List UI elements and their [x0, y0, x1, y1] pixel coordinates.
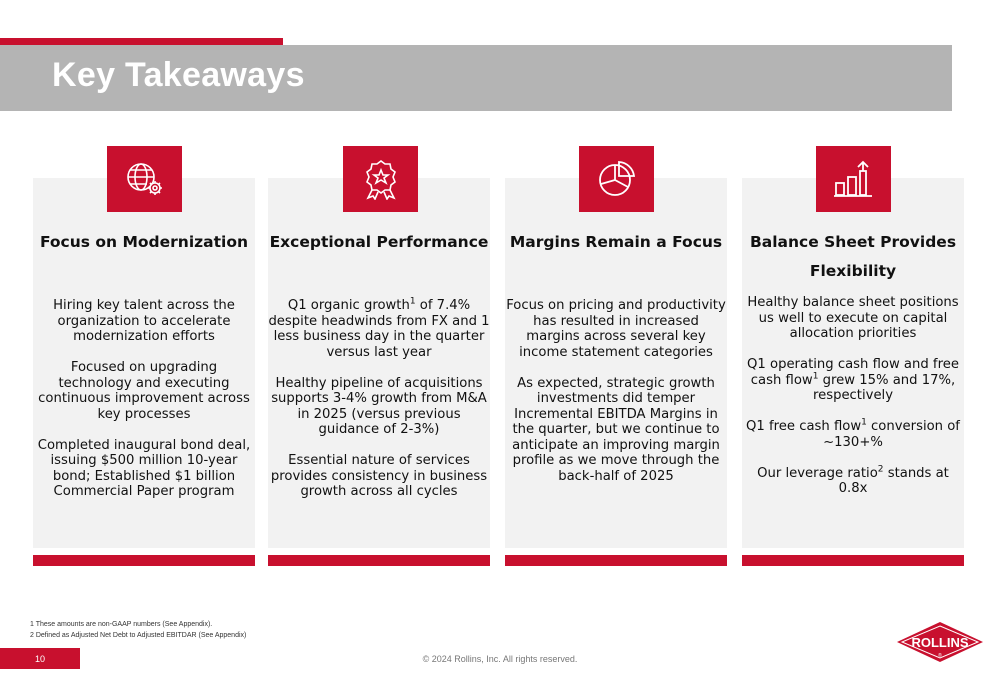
card-paragraph: Essential nature of services provides consistency in business growth across all cycles	[270, 453, 488, 499]
card-footer-bar	[268, 555, 490, 566]
card-paragraph: Q1 organic growth$^1$ of 7.4% despite headwinds from FX and 1 less business day in the quarter versus last year	[268, 296, 490, 360]
card-body	[33, 298, 255, 515]
card-paragraph: As expected, strategic growth investments did temper Incremental EBITDA Margins in the quarter, but we continue to anticipate an improving margin profile as we move through the back-half of 2025	[512, 375, 720, 484]
card-paragraph: Completed inaugural bond deal, issuing $500 million 10-year bond; Established $1 billion Commercial Paper program	[37, 437, 251, 499]
card-body	[742, 295, 964, 512]
page-number: 10	[0, 648, 80, 669]
card-footer-bar	[742, 555, 964, 566]
card-footer-bar	[505, 555, 727, 566]
card-paragraph: Focus on pricing and productivity has resulted in increased margins across several key income statement categories	[506, 298, 726, 360]
card-paragraph: Focused on upgrading technology and executing continuous improvement across key processes	[38, 360, 250, 422]
card-title: Focus on Modernization	[39, 233, 249, 251]
card-paragraph: Our leverage ratio$^2$ stands at 0.8x	[757, 464, 949, 496]
footnotes	[30, 619, 246, 641]
card-paragraph: Healthy balance sheet positions us well to execute on capital allocation priorities	[747, 295, 959, 341]
card-icon-box	[343, 146, 418, 212]
globe-gear-icon	[123, 159, 167, 199]
copyright: © 2024 Rollins, Inc. All rights reserved.	[422, 654, 578, 664]
page-title: Key Takeaways	[52, 56, 305, 94]
pie-chart-icon	[595, 159, 639, 199]
card-paragraph: Q1 operating cash flow and free cash flow$^1$ grew 15% and 17%, respectively	[747, 357, 959, 403]
card-title: Exceptional Performance	[269, 233, 489, 251]
footnote: 2 Defined as Adjusted Net Debt to Adjusted EBITDAR (See Appendix)	[30, 632, 247, 639]
rollins-logo	[895, 620, 985, 668]
card-icon-box	[107, 146, 182, 212]
logo-mark: ®	[938, 653, 942, 659]
award-ribbon-icon	[361, 158, 401, 200]
card-paragraph: Healthy pipeline of acquisitions supports 3-4% growth from M&A in 2025 (versus previous guidance of 2-3%)	[271, 375, 487, 437]
card-body	[505, 298, 727, 500]
card-title: Margins Remain a Focus	[509, 233, 723, 251]
header-accent-bar	[0, 38, 283, 45]
card-icon-box	[579, 146, 654, 212]
card-icon-box	[816, 146, 891, 212]
card-paragraph: Q1 free cash flow$^1$ conversion of ~130+%	[746, 417, 960, 450]
footnote: 1 These amounts are non-GAAP numbers (See Appendix).	[30, 621, 213, 628]
card-body	[268, 298, 490, 515]
card-paragraph: Hiring key talent across the organization to accelerate modernization efforts	[53, 298, 235, 344]
bar-growth-icon	[832, 159, 876, 199]
logo-text: ROLLINS	[911, 635, 969, 650]
card-footer-bar	[33, 555, 255, 566]
card-title: Balance Sheet Provides Flexibility	[749, 233, 957, 280]
